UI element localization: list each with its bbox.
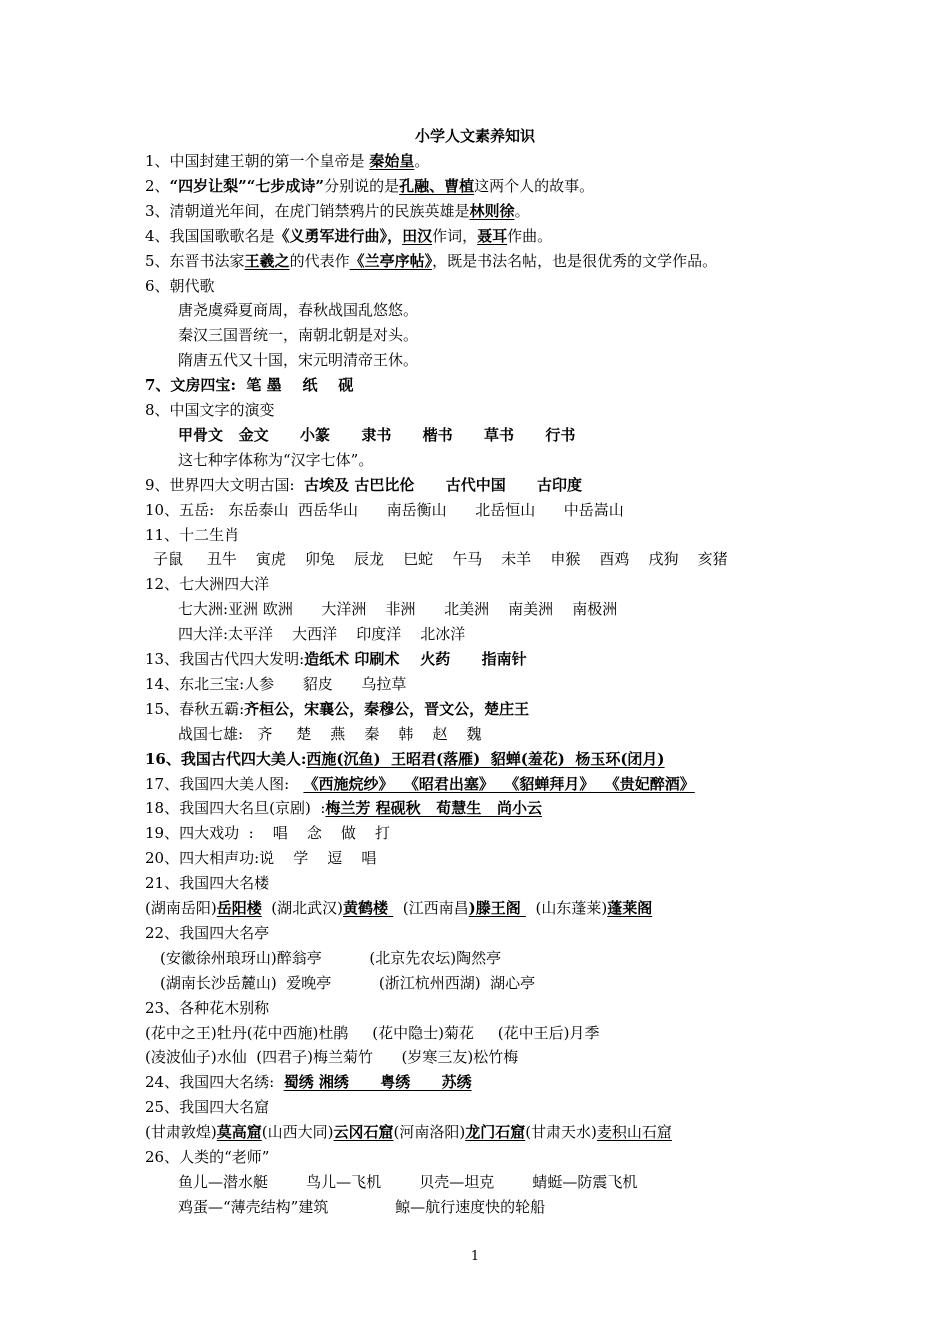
document-line (0, 398, 950, 423)
text-segment: 古埃及 古巴比伦 古代中国 古印度 (304, 475, 583, 494)
document-line (0, 1170, 950, 1195)
text-segment: 云冈石窟 (333, 1123, 394, 1142)
text-segment: 22、我国四大名亭 (145, 923, 270, 942)
text-segment: (江西南昌 (393, 899, 469, 917)
text-segment: 的代表作 (289, 251, 350, 270)
text-segment: 18、我国四大名旦(京剧) : (145, 799, 326, 818)
text-segment: (凌波仙子)水仙 (四君子)梅兰菊竹 (岁寒三友)松竹梅 (145, 1048, 519, 1067)
text-segment: 15、春秋五霸: (145, 699, 245, 718)
document-line (0, 1095, 950, 1120)
text-segment: 《兰亭序帖》 (349, 251, 433, 270)
document-line (0, 821, 950, 846)
document-line (0, 722, 950, 747)
document-line (0, 896, 950, 921)
document-line (0, 871, 950, 896)
document-line (0, 498, 950, 523)
text-segment: 26、人类的“老师” (145, 1148, 270, 1166)
text-segment: 岳阳楼 (216, 899, 262, 917)
text-segment: 分别说的是 (324, 176, 400, 195)
text-segment: 黄鹤楼 (342, 899, 394, 917)
text-segment: 蓬莱阁 (607, 899, 653, 917)
text-segment: 秦汉三国晋统一，南朝北朝是对头。 (178, 326, 419, 345)
text-segment: 21、我国四大名楼 (145, 874, 270, 893)
text-segment: 7、文房四宝: 笔 墨 纸 砚 (145, 376, 354, 395)
document-line (0, 597, 950, 622)
text-segment: 战国七雄: 齐 楚 燕 秦 韩 赵 魏 (178, 724, 482, 743)
document-line (0, 224, 950, 249)
document-line (0, 996, 950, 1021)
document-line (0, 473, 950, 498)
text-segment: 14、东北三宝:人参 貂皮 乌拉草 (145, 674, 407, 693)
text-segment: 1、中国封建王朝的第一个皇帝是 (145, 152, 370, 170)
document-line (0, 1070, 950, 1095)
document-line (0, 274, 950, 299)
text-segment: 子鼠 丑牛 寅虎 卯兔 辰龙 巳蛇 午马 未羊 申猴 酉鸡 戌狗 亥猪 (153, 550, 728, 569)
text-segment: 10、五岳: 东岳泰山 西岳华山 南岳衡山 北岳恒山 中岳嵩山 (145, 500, 624, 519)
document-line (0, 672, 950, 697)
text-segment: 23、各种花木别称 (145, 998, 270, 1017)
text-segment: (甘肃敦煌) (145, 1123, 217, 1142)
text-segment: 12、七大洲四大洋 (145, 575, 270, 594)
page-title: 小学人文素养知识 (414, 127, 535, 145)
text-segment: 四大洋:太平洋 大西洋 印度洋 北冰洋 (178, 625, 466, 644)
document-line (0, 622, 950, 647)
page-number: 1 (470, 1249, 480, 1264)
text-segment: 林则徐 (469, 201, 515, 220)
text-segment: 梅兰芳 程砚秋 荀慧生 尚小云 (325, 799, 542, 818)
text-segment: 《义勇军进行曲》 (274, 226, 388, 245)
document-line (0, 174, 950, 199)
text-segment: (山东蓬莱) (525, 899, 608, 917)
document-line (0, 523, 950, 548)
text-segment: 齐桓公，宋襄公，秦穆公，晋文公，楚庄王 (244, 699, 530, 718)
text-segment: 秦始皇 (369, 152, 415, 170)
text-segment: 王羲之 (244, 251, 290, 270)
text-segment: 25、我国四大名窟 (145, 1098, 270, 1117)
text-segment: 3、清朝道光年间，在虎门销禁鸦片的民族英雄是 (145, 201, 470, 220)
document-line (0, 298, 950, 323)
text-segment: 莫高窟 (216, 1123, 262, 1142)
document-line (0, 747, 950, 772)
text-segment: 9、世界四大文明古国: (145, 475, 305, 494)
text-segment: 甲骨文 金文 小篆 隶书 楷书 草书 行书 (178, 425, 576, 444)
text-segment: (山西大同) (261, 1123, 334, 1142)
text-segment: 聂耳 (477, 226, 508, 245)
text-segment: (湖南长沙岳麓山) 爱晚亭 (浙江杭州西湖) 湖心亭 (160, 973, 536, 992)
text-segment: 11、十二生肖 (145, 525, 240, 544)
document-line (0, 921, 950, 946)
document-line (0, 199, 950, 224)
text-segment: 麦积山石窟 (596, 1123, 672, 1142)
text-segment: 蜀绣 湘绣 粤绣 苏绣 (283, 1073, 472, 1092)
text-segment: 13、我国古代四大发明: (145, 650, 305, 668)
text-segment: ，既是书法名帖，也是很优秀的文学作品。 (432, 251, 718, 270)
text-segment: ， (387, 226, 403, 245)
text-segment: 田汉 (402, 226, 433, 245)
document-line (0, 772, 950, 797)
document-line (0, 846, 950, 871)
text-segment: 作词， (432, 226, 478, 245)
text-segment: 龙门石窟 (465, 1123, 526, 1142)
text-segment: (甘肃天水) (525, 1123, 597, 1142)
text-segment: 。 (514, 201, 530, 220)
text-segment: 孔融、曹植 (399, 176, 475, 195)
text-segment: 鱼儿—潜水艇 鸟儿—飞机 贝壳—坦克 蜻蜓—防震飞机 (178, 1172, 638, 1191)
text-segment: 这七种字体称为“汉字七体”。 (178, 450, 374, 469)
document-line (0, 448, 950, 473)
text-segment: 造纸术 印刷术 火药 指南针 (304, 650, 527, 668)
text-segment: 8、中国文字的演变 (145, 401, 275, 419)
text-segment: 16、我国古代四大美人: (145, 749, 307, 768)
text-segment: 《西施烷纱》 《昭君出塞》 《貂蝉拜月》 《贵妃醉酒》 (303, 774, 695, 793)
text-segment: 这两个人的故事。 (474, 176, 595, 195)
text-segment: 。 (414, 152, 430, 170)
text-segment: 七大洲:亚洲 欧洲 大洋洲 非洲 北美洲 南美洲 南极洲 (178, 600, 618, 619)
document-line (0, 1120, 950, 1145)
document-line (0, 423, 950, 448)
text-segment: 4、我国国歌歌名是 (145, 226, 275, 245)
document-line (0, 971, 950, 996)
document-line (0, 647, 950, 672)
text-segment: 唐尧虞舜夏商周，春秋战国乱悠悠。 (178, 301, 419, 320)
text-segment: 19、四大戏功 : 唱 念 做 打 (145, 824, 390, 843)
text-segment: “四岁让梨”“七步成诗” (169, 176, 325, 195)
text-segment: (湖南岳阳) (145, 899, 217, 917)
document-line (0, 572, 950, 597)
document-line (0, 547, 950, 572)
document-line (0, 149, 950, 174)
text-segment: 24、我国四大名绣: (145, 1073, 284, 1092)
document-line (0, 796, 950, 821)
text-segment: 西施(沉鱼) 王昭君(落雁) 貂蝉(羞花) 杨玉环(闭月) (306, 749, 665, 768)
document-line (0, 697, 950, 722)
text-segment: (安徽徐州琅玡山)醉翁亭 (北京先农坛)陶然亭 (160, 948, 502, 967)
text-segment: 鸡蛋—“薄壳结构”建筑 鲸—航行速度快的轮船 (178, 1197, 546, 1216)
text-segment: (河南洛阳) (393, 1123, 466, 1142)
text-segment: 20、四大相声功:说 学 逗 唱 (145, 849, 377, 868)
document-line (0, 373, 950, 398)
text-segment: 作曲。 (507, 226, 553, 245)
document-line (0, 1021, 950, 1046)
document-line (0, 946, 950, 971)
text-segment: 17、我国四大美人图: (145, 774, 304, 793)
text-segment: 6、朝代歌 (145, 276, 215, 295)
document-line (0, 249, 950, 274)
text-segment: (花中之王)牡丹(花中西施)杜鹃 (花中隐士)菊花 (花中王后)月季 (145, 1023, 600, 1042)
document-line (0, 1145, 950, 1170)
document-line (0, 323, 950, 348)
document-line (0, 348, 950, 373)
text-segment: 5、东晋书法家 (145, 251, 245, 270)
text-segment: 2、 (145, 176, 170, 195)
text-segment: )滕王阁 (468, 899, 526, 917)
document-line (0, 1045, 950, 1070)
text-segment: (湖北武汉) (261, 899, 343, 917)
text-segment: 隋唐五代又十国，宋元明清帝王休。 (178, 351, 419, 370)
document-line (0, 1195, 950, 1220)
